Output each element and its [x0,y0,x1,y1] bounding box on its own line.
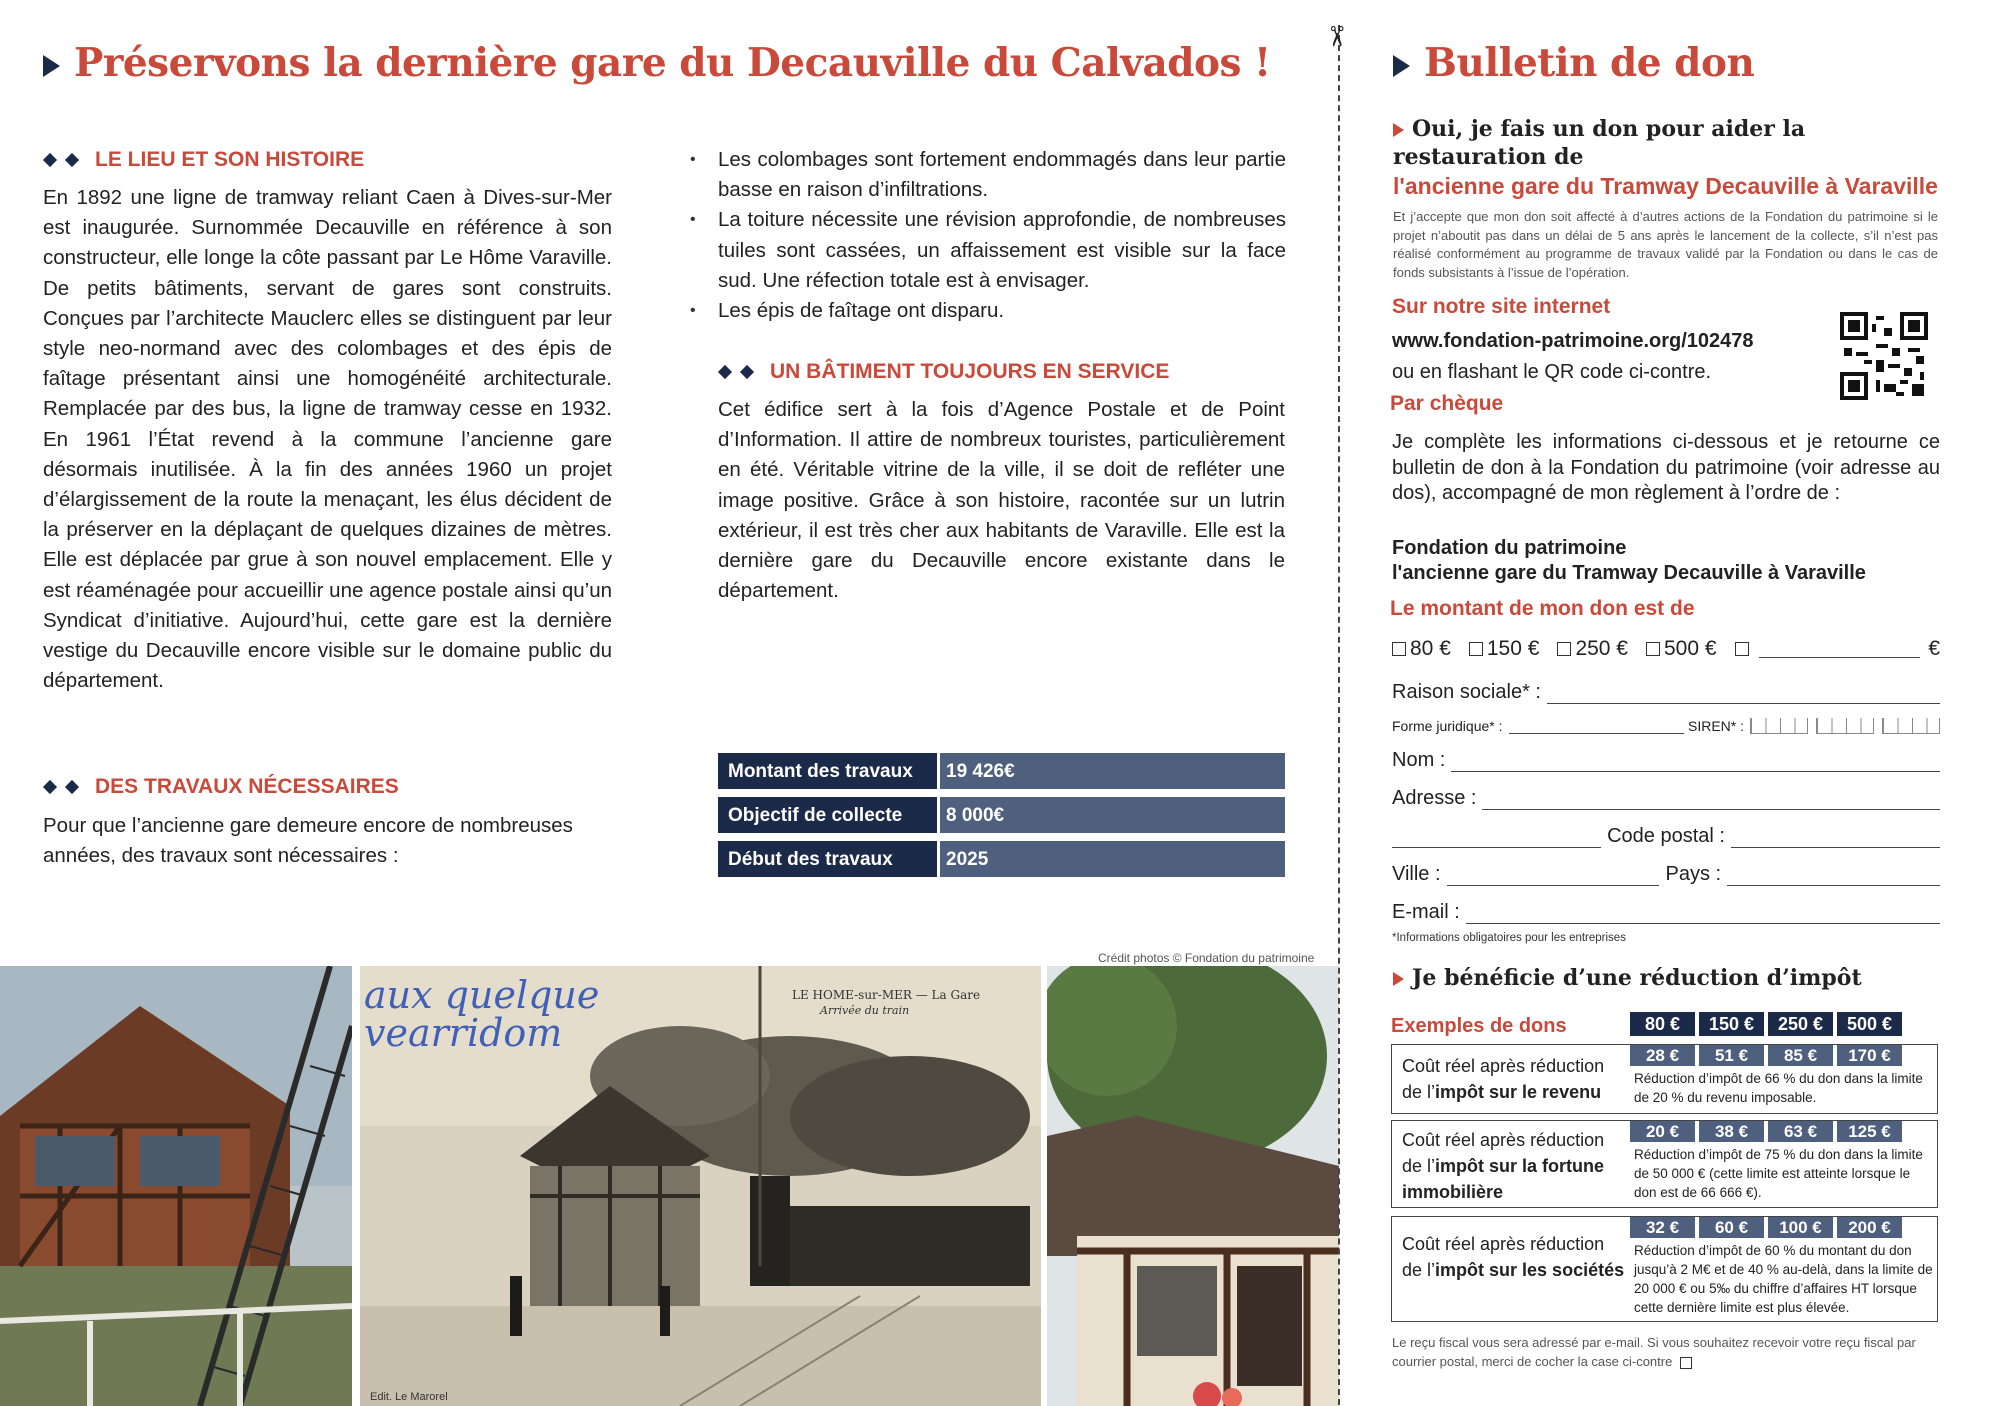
mandatory-note: *Informations obligatoires pour les entreprises [1392,932,1626,944]
postcard-handwriting: aux quelque vearridom [364,973,600,1055]
key-label: Montant des travaux [718,753,937,789]
intro-text: Oui, je fais un don pour aider la restauration de [1393,116,1806,170]
postcard-subtitle: Arrivée du train [820,1004,910,1017]
cost-value: 85 € [1768,1045,1833,1066]
scissors-icon: ✂ [1321,24,1353,49]
postcard-title: LE HOME-sur-MER — La Gare [792,988,981,1002]
example-label: Coût réel après réduction de l’impôt sur les sociétés [1402,1234,1625,1280]
examples-heading: Exemples de dons [1391,1015,1567,1037]
list-item: • Les colombages sont fortement endommagés dans leur partie basse en raison d’infiltrations. [690,145,1286,205]
cost-value: 60 € [1699,1217,1764,1238]
cost-value: 63 € [1768,1121,1833,1142]
diamond-icon [718,365,732,379]
adresse-line2-field[interactable] [1392,828,1601,848]
amount-option-80[interactable]: 80 € [1392,637,1451,661]
example-label: Coût réel après réduction de l’impôt sur la fortune immobilière [1402,1130,1605,1202]
custom-amount-checkbox[interactable] [1735,642,1749,656]
donor-form [1392,674,1940,924]
triangle-bullet-icon [1393,55,1410,77]
address-cp-row [1392,810,1940,848]
table-row [718,753,1285,789]
custom-amount-field[interactable] [1759,640,1921,658]
intro-project-name: l'ancienne gare du Tramway Decauville à Varaville [1393,173,1938,199]
nom-field[interactable]: Nom : [1392,734,1940,772]
diamond-icon [43,780,57,794]
pays-field[interactable] [1727,866,1940,886]
bulletin-intro [1393,115,1938,199]
checkbox[interactable] [1646,642,1660,656]
cost-value: 170 € [1837,1045,1902,1066]
cost-value: 28 € [1630,1045,1695,1066]
example-label: Coût réel après réduction de l’impôt sur le revenu [1402,1056,1605,1102]
cost-value: 32 € [1630,1217,1695,1238]
table-row [718,797,1285,833]
email-field[interactable]: E-mail : [1392,886,1940,924]
photo-credit: Crédit photos © Fondation du patrimoine [1098,951,1315,965]
amount-option-500[interactable]: 500 € [1646,637,1717,661]
adresse-field[interactable]: Adresse : [1392,772,1940,810]
photo-crane-relocation [0,966,352,1406]
amount-heading: Le montant de mon don est de [1390,597,1695,620]
siren-field[interactable] [1750,718,1940,734]
example-note: Réduction d’impôt de 75 % du don dans la limite de 50 000 € (cette limite est atteinte lorsque le don est de 66 666 €). [1634,1147,1923,1200]
cost-value: 20 € [1630,1121,1695,1142]
example-values [1626,1217,1938,1320]
code-postal-field[interactable] [1731,828,1940,848]
code-postal-label: Code postal : [1607,825,1725,847]
cost-value: 38 € [1699,1121,1764,1142]
checkbox[interactable] [1392,642,1406,656]
amount-header: 250 € [1768,1012,1833,1036]
diamond-icon [740,365,754,379]
amount-header: 150 € [1699,1012,1764,1036]
forme-siren-row [1392,704,1940,734]
works-list [690,145,1286,326]
euro-sign: € [1928,637,1940,660]
example-note: Réduction d’impôt de 66 % du don dans la limite de 20 % du revenu imposable. [1634,1071,1923,1105]
example-values [1626,1121,1938,1205]
cost-value: 200 € [1837,1217,1902,1238]
key-value: 2025 [937,841,1285,877]
siren-label: SIREN* : [1687,718,1744,734]
cost-value: 100 € [1768,1217,1833,1238]
disclaimer-text: Et j’accepte que mon don soit affecté à d’autres actions de la Fondation du patrimoine si le projet n’aboutit pas dans un délai de 5 ans après le lancement de la collecte, s’il n’est pas réalisé conformément au programme de travaux validé par la Fondation ou dans le cas de fonds subsistants à l’issue de l’opération. [1393,209,1938,280]
web-heading: Sur notre site internet [1392,295,1611,318]
triangle-bullet-icon [1393,972,1404,986]
ville-pays-row [1392,848,1940,886]
section-heading-history: LE LIEU ET SON HISTOIRE [45,148,364,172]
photo-current-station [1047,966,1339,1406]
qr-instruction: ou en flashant le QR code ci-contre. [1392,361,1712,383]
diamond-icon [65,780,79,794]
ville-label: Ville : [1392,863,1441,885]
cheque-instructions: Je complète les informations ci-dessous et je retourne ce bulletin de don à la Fondation du patrimoine (voir adresse au dos), accompagné de mon règlement à l’ordre de : [1392,431,1940,504]
history-paragraph: En 1892 une ligne de tramway reliant Caen à Dives-sur-Mer est inaugurée. Surnommée Decauville en référence à son constructeur, elle longe la côte passant par Le Hôme Varaville. De petits bâtiments, servant de gares sont construits. Conçues par l’architecte Mauclerc elles se distinguent par leur style neo-normand avec des colombages et des épis de faîtage présentant ainsi une homogénéité architecturale. Remplacée par des bus, la ligne de tramway cesse en 1932. En 1961 l’État revend à la commune l’ancienne gare désormais inutilisée. À la fin des années 1960 un projet d’élargissement de la route la menaçant, les élus décident de la préserver en la déplaçant de quelques dizaines de mètres. Elle est déplacée par grue à son nouvel emplacement. Elle y est réaménagée pour accueillir une agence postale ainsi qu’un Syndicat d’initiative. Aujourd’hui, cette gare est la dernière vestige du Decauville encore visible sur le domaine public du département. [43,186,612,693]
pays-label: Pays : [1665,863,1722,885]
cost-value: 51 € [1699,1045,1764,1066]
list-item: • La toiture nécessite une révision approfondie, de nombreuses tuiles sont cassées, un affaissement est visible sur la face sud. Une réfection totale est à envisager. [690,205,1286,296]
key-value: 8 000€ [937,797,1285,833]
triangle-bullet-icon [43,55,60,77]
triangle-bullet-icon [1393,123,1404,137]
amount-header: 80 € [1630,1012,1695,1036]
amount-option-250[interactable]: 250 € [1557,637,1628,661]
photo-old-postcard [360,966,1041,1406]
amount-header: 500 € [1837,1012,1902,1036]
qr-code-icon[interactable] [1840,312,1928,400]
list-item: • Les épis de faîtage ont disparu. [690,296,1286,326]
ville-field[interactable] [1447,866,1660,886]
cheque-heading: Par chèque [1390,392,1504,415]
raison-sociale-field[interactable]: Raison sociale* : [1392,674,1940,704]
key-label: Début des travaux [718,841,937,877]
postal-receipt-checkbox[interactable] [1680,1357,1692,1369]
bulletin-title: Bulletin de don [1393,40,1754,86]
forme-juridique-field[interactable] [1509,724,1684,734]
key-value: 19 426€ [937,753,1285,789]
receipt-note: Le reçu fiscal vous sera adressé par e-mail. Si vous souhaitez recevoir votre reçu fiscal par courrier postal, merci de cocher la case ci-contre [1392,1335,1916,1369]
tax-heading: Je bénéficie d’une réduction d’impôt [1393,965,1862,991]
checkbox[interactable] [1557,642,1571,656]
section-heading-works: DES TRAVAUX NÉCESSAIRES [45,775,399,799]
example-values [1626,1045,1938,1110]
payee-name: Fondation du patrimoine [1392,537,1627,559]
page-title: Préservons la dernière gare du Decauville du Calvados ! [43,40,1271,86]
cut-line [1338,25,1340,1405]
examples-header-amounts [1626,1012,1902,1036]
service-paragraph: Cet édifice sert à la fois d’Agence Postale et de Point d’Information. Il attire de nombreux touristes, particulièrement en été. Véritable vitrine de la ville, il se doit de refléter une image positive. Grâce à son histoire, racontée sur un lutrin extérieur, il est très cher aux habitants de Varaville. Elle est la dernière gare du Decauville encore existante dans le département. [718,398,1285,603]
section-heading-service: UN BÂTIMENT TOUJOURS EN SERVICE [720,360,1169,384]
diamond-icon [65,153,79,167]
key-label: Objectif de collecte [718,797,937,833]
amount-option-150[interactable]: 150 € [1469,637,1540,661]
key-facts-table [718,753,1285,885]
cost-value: 125 € [1837,1121,1902,1142]
donation-url-link[interactable]: www.fondation-patrimoine.org/102478 [1392,330,1754,352]
works-paragraph: Pour que l’ancienne gare demeure encore de nombreuses années, des travaux sont nécessaires : [43,814,573,868]
diamond-icon [43,153,57,167]
checkbox[interactable] [1469,642,1483,656]
payee-project: l'ancienne gare du Tramway Decauville à Varaville [1392,562,1866,584]
postcard-editor: Edit. Le Marorel [370,1391,448,1403]
example-note: Réduction d’impôt de 60 % du montant du don jusqu’à 2 M€ et de 40 % au-delà, dans la limite de 20 000 € ou 5‰ du chiffre d’affaires HT lorsque cette dernière limite est plus élevée. [1634,1243,1933,1315]
table-row [718,841,1285,877]
forme-juridique-label: Forme juridique* : [1392,718,1503,734]
amount-options [1392,637,1940,661]
